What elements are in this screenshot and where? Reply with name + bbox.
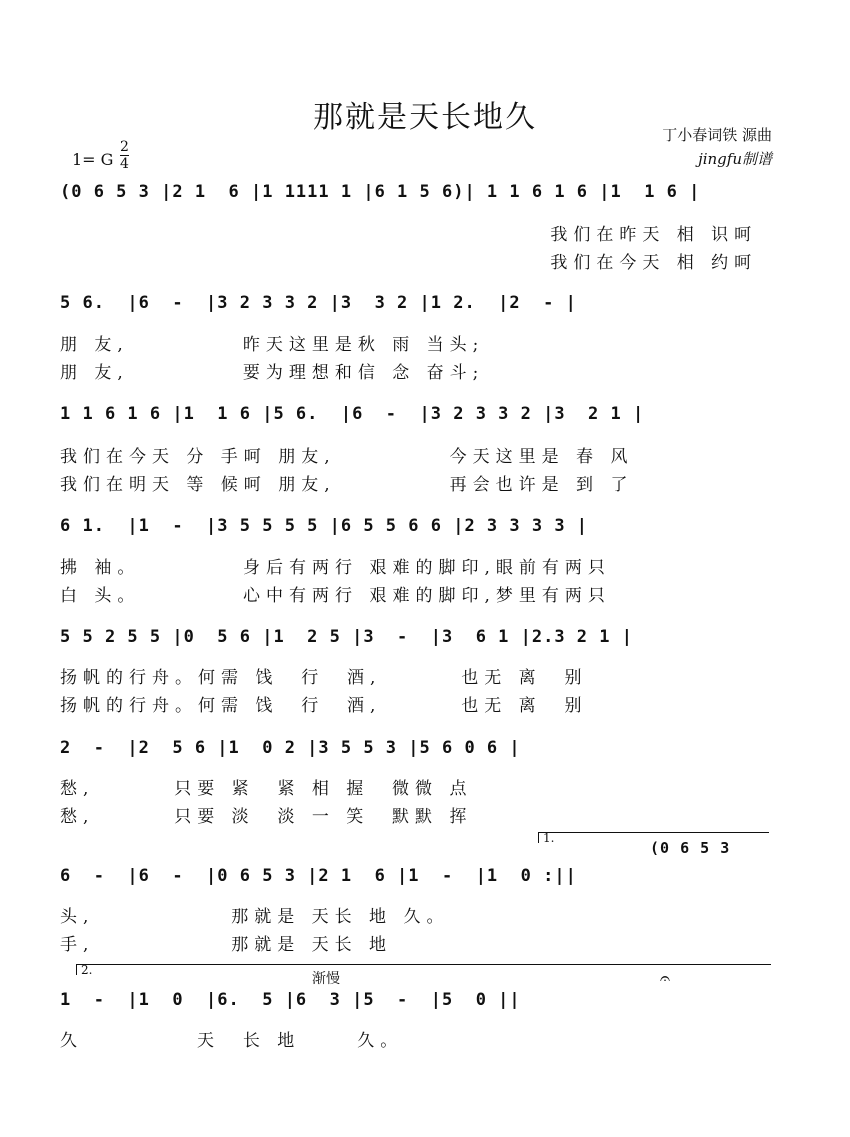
key-signature: 1= G <box>72 150 114 169</box>
system-4-lyrics-1: 拂 袖。 身后有两行 艰难的脚印,眼前有两只 <box>60 558 611 578</box>
credits-composer: 丁小春词铁 源曲 <box>662 126 772 144</box>
system-7-lyrics-1: 头, 那就是 天长 地 久。 <box>60 907 450 927</box>
volta-1-label: 1. <box>543 831 555 845</box>
system-1-music: (0 6 5 3 |2 1 6 |1 1111 1 |6 1 5 6)| 1 1 6 1 6 |1 1 6 | <box>60 182 701 202</box>
system-6-lyrics-2: 愁, 只要 淡 淡 一 笑 默默 挥 <box>60 807 473 827</box>
time-signature <box>120 140 129 171</box>
fermata-icon: 𝄐 <box>660 968 671 989</box>
time-signature-top: 2 <box>120 139 129 155</box>
credits-notation: jingfu制谱 <box>698 150 772 168</box>
system-4-lyrics-2: 白 头。 心中有两行 艰难的脚印,梦里有两只 <box>60 586 611 606</box>
system-3-lyrics-1: 我们在今天 分 手呵 朋友, 今天这里是 春 风 <box>60 447 634 467</box>
system-1-lyrics-1: 我们在昨天 相 识呵 <box>60 225 758 245</box>
system-1-lyrics-2: 我们在今天 相 约呵 <box>60 253 758 273</box>
system-4-music: 6 1. |1 - |3 5 5 5 5 |6 5 5 6 6 |2 3 3 3 3 | <box>60 516 589 536</box>
system-6-music: 2 - |2 5 6 |1 0 2 |3 5 5 3 |5 6 0 6 | <box>60 738 521 758</box>
system-2-lyrics-2: 朋 友, 要为理想和信 念 奋斗; <box>60 363 485 383</box>
system-5-music: 5 5 2 5 5 |0 5 6 |1 2 5 |3 - |3 6 1 |2.3 2 1 | <box>60 627 633 647</box>
system-8-music: 1 - |1 0 |6. 5 |6 3 |5 - |5 0 || <box>60 990 521 1010</box>
system-7-music: 6 - |6 - |0 6 5 3 |2 1 6 |1 - |1 0 :|| <box>60 866 577 886</box>
system-3-music: 1 1 6 1 6 |1 1 6 |5 6. |6 - |3 2 3 3 2 |3 2 1 | <box>60 404 645 424</box>
system-5-lyrics-2: 扬帆的行舟。何需 饯 行 酒, 也无 离 别 <box>60 696 588 716</box>
system-6-lyrics-1: 愁, 只要 紧 紧 相 握 微微 点 <box>60 779 473 799</box>
tempo-marking: 渐慢 <box>312 971 340 987</box>
system-2-lyrics-1: 朋 友, 昨天这里是秋 雨 当头; <box>60 335 485 355</box>
system-2-music: 5 6. |6 - |3 2 3 3 2 |3 3 2 |1 2. |2 - | <box>60 293 577 313</box>
volta-2-label: 2. <box>81 963 93 977</box>
song-title: 那就是天长地久 <box>313 100 537 135</box>
repeat-pickup: (0 6 5 3 <box>650 839 731 857</box>
system-7-lyrics-2: 手, 那就是 天长 地 <box>60 935 393 955</box>
time-signature-bottom: 4 <box>120 156 129 172</box>
system-5-lyrics-1: 扬帆的行舟。何需 饯 行 酒, 也无 离 别 <box>60 668 588 688</box>
system-3-lyrics-2: 我们在明天 等 候呵 朋友, 再会也许是 到 了 <box>60 475 634 495</box>
system-8-lyrics-1: 久 天 长 地 久。 <box>60 1031 404 1051</box>
